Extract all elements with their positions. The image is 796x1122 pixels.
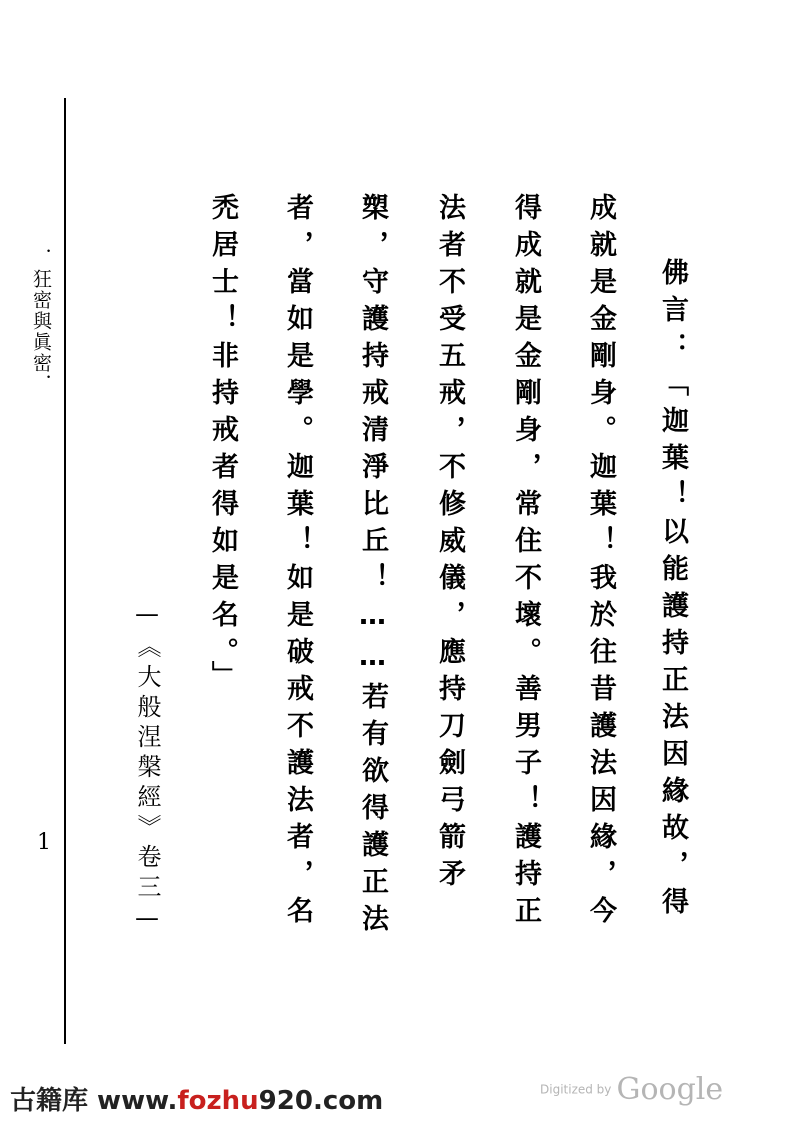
footer-site-name-b: 920 — [258, 1086, 313, 1116]
footer-site-prefix: 古籍库 www. — [10, 1086, 178, 1116]
footer-site-suffix: .com — [312, 1086, 384, 1116]
google-wordmark: Google — [616, 1072, 724, 1107]
text-column-5: 槊，守護持戒清淨比丘！……若有欲得護正法 — [357, 193, 388, 941]
text-column-6: 者，當如是學。迦葉！如是破戒不護法者，名 — [282, 193, 313, 933]
source-citation: —《大般涅槃經》卷三— — [133, 600, 161, 938]
digitized-watermark — [540, 1072, 723, 1107]
footer-site-name-a: fozhu — [177, 1086, 259, 1116]
running-head: ．狂密與眞密． — [30, 248, 52, 395]
text-column-1: 佛言：「迦葉！以能護持正法因緣故，得 — [657, 258, 688, 924]
digitized-by-label: Digitized by — [540, 1082, 612, 1097]
text-column-4: 法者不受五戒，不修威儀，應持刀劍弓箭矛 — [434, 193, 465, 896]
text-column-3: 得成就是金剛身，常住不壞。善男子！護持正 — [510, 193, 541, 933]
footer-site-link[interactable] — [10, 1080, 383, 1117]
page-number: 1 — [37, 830, 51, 855]
text-column-2: 成就是金剛身。迦葉！我於往昔護法因緣，今 — [585, 193, 616, 933]
margin-rule — [64, 98, 66, 1044]
text-column-7: 禿居士！非持戒者得如是名。」 — [207, 193, 238, 698]
